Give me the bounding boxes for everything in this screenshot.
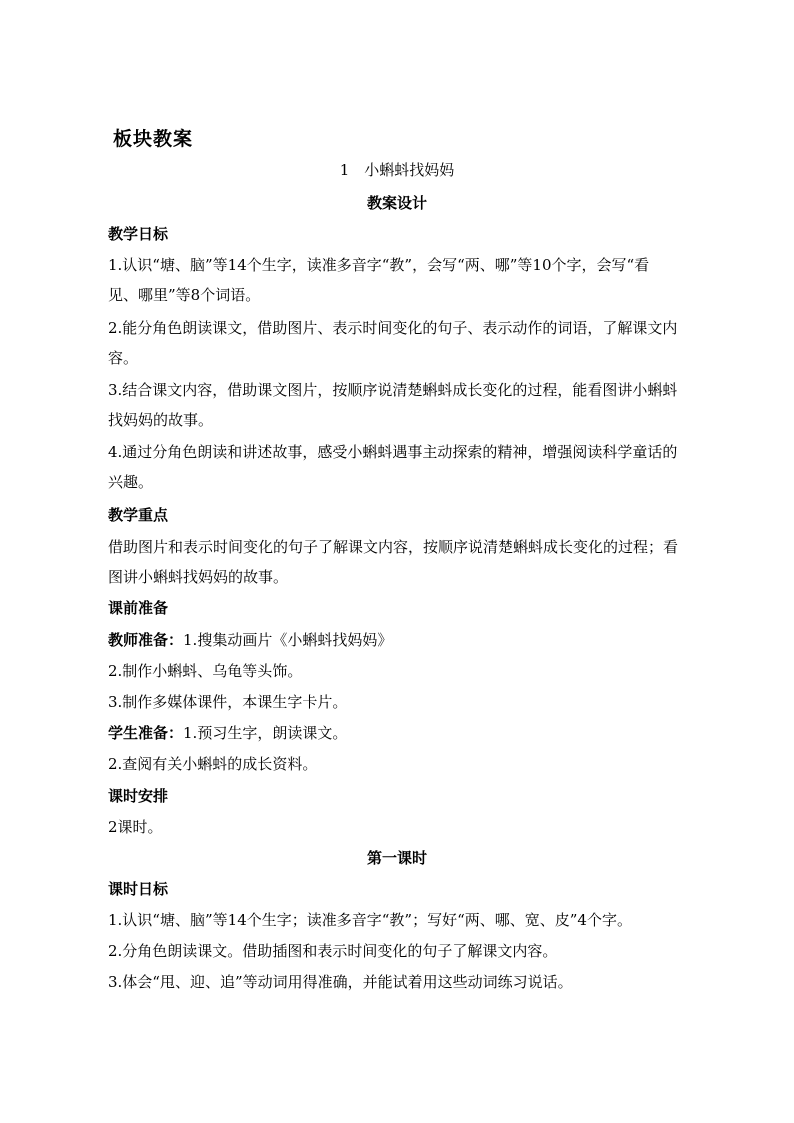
objective-line: 1.认识“塘、脑”等14个生字，读准多音字“教”，会写“两、哪”等10个字，会写“看	[108, 256, 650, 274]
key-point-line: 借助图片和表示时间变化的句子了解课文内容，按顺序说清楚蝌蚪成长变化的过程；看	[108, 538, 679, 556]
teacher-prep-line: 3.制作多媒体课件，本课生字卡片。	[108, 693, 348, 711]
teacher-prep-line: 2.制作小蝌蚪、乌龟等头饰。	[108, 662, 303, 680]
objective-line: 2.能分角色朗读课文，借助图片、表示时间变化的句子、表示动作的词语，了解课文内	[108, 319, 678, 337]
preparation-heading: 课前准备	[108, 599, 169, 617]
student-prep-label: 学生准备：	[108, 724, 184, 742]
lesson-title: 1 小蝌蚪找妈妈	[339, 161, 455, 179]
objective-line: 4.通过分角色朗读和讲述故事，感受小蝌蚪遇事主动探索的精神，增强阅读科学童话的	[108, 443, 678, 461]
key-point-line: 图讲小蝌蚪找妈妈的故事。	[108, 568, 289, 586]
first-lesson-title: 第一课时	[366, 849, 427, 867]
teacher-prep-label: 教师准备：	[108, 631, 184, 649]
schedule-heading: 课时安排	[108, 787, 169, 805]
objective-line: 兴趣。	[108, 473, 154, 491]
student-prep-line	[108, 723, 728, 743]
student-prep-line: 2.查阅有关小蝌蚪的成长资料。	[108, 755, 318, 773]
key-points-heading: 教学重点	[108, 506, 169, 524]
objective-line: 见、哪里”等8个词语。	[108, 286, 261, 304]
first-lesson-line: 1.认识“塘、脑”等14个生字；读准多音字“教”；写好“两、哪、宽、皮”4个字。	[108, 911, 632, 929]
objective-line: 找妈妈的故事。	[108, 411, 214, 429]
student-prep-first: 1.预习生字，朗读课文。	[183, 724, 348, 742]
first-lesson-line: 2.分角色朗读课文。借助插图和表示时间变化的句子了解课文内容。	[108, 942, 558, 960]
block-title: 板块教案	[113, 128, 194, 150]
teacher-prep-first: 1.搜集动画片《小蝌蚪找妈妈》	[183, 631, 393, 649]
first-lesson-line: 3.体会“甩、迎、追”等动词用得准确，并能试着用这些动词练习说话。	[108, 973, 573, 991]
objectives-heading: 教学日标	[108, 225, 169, 243]
first-lesson-heading: 课时日标	[108, 880, 169, 898]
teacher-prep-line	[108, 630, 728, 650]
schedule-text: 2课时。	[108, 818, 163, 836]
design-title: 教案设计	[366, 194, 427, 212]
objective-line: 3.结合课文内容，借助课文图片，按顺序说清楚蝌蚪成长变化的过程，能看图讲小蝌蚪	[108, 381, 678, 399]
objective-line: 容。	[108, 349, 139, 367]
